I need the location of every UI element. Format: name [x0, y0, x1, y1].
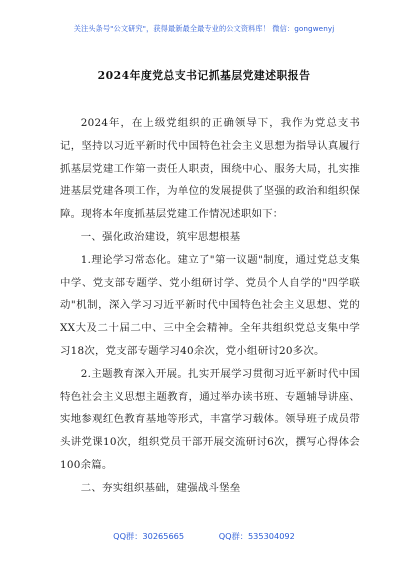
document-body — [60, 112, 360, 500]
section-heading-2: 二、夯实组织基础，建强战斗堡垒 — [80, 481, 241, 494]
item-paragraph-1: 1.理论学习常态化。建立了"第一议题"制度，通过党总支集中学、党支部专题学、党小组研讨学、党员个人自学的"四学联动"机制，深入学习习近平新时代中国特色社会主义思想、党的XX大及二十届二中、三中全会精神。全年共组织党总支集中学习18次，党支部专题学习40余次，党小组研讨20多次。 — [60, 253, 360, 357]
footer-qq-group-1: QQ群：30265665 — [113, 531, 185, 541]
header-banner: 关注头条号"公文研究"，获得最新最全最专业的公文资料库！ 微信：gongwenyj — [73, 24, 335, 33]
footer-qq-group-2: QQ群：535304092 — [218, 531, 295, 541]
footer-contacts — [0, 531, 408, 542]
item-paragraph-2: 2.主题教育深入开展。扎实开展学习贯彻习近平新时代中国特色社会主义思想主题教育，通过举办读书班、专题辅导讲座、实地参观红色教育基地等形式，丰富学习载体。领导班子成员带头讲党课10次，组织党员干部开展交流研讨6次，撰写心得体会100余篇。 — [60, 367, 360, 471]
intro-paragraph: 2024年，在上级党组织的正确领导下，我作为党总支书记，坚持以习近平新时代中国特色社会主义思想为指导认真履行抓基层党建工作第一责任人职责，围绕中心、服务大局，扎实推进基层党建各项工作，为单位的发展提供了坚强的政治和组织保障。现将本年度抓基层党建工作情况述职如下： — [60, 117, 360, 221]
section-heading-1: 一、强化政治建设，筑牢思想根基 — [80, 230, 241, 243]
document-title: 2024年度党总支书记抓基层党建述职报告 — [97, 69, 311, 82]
